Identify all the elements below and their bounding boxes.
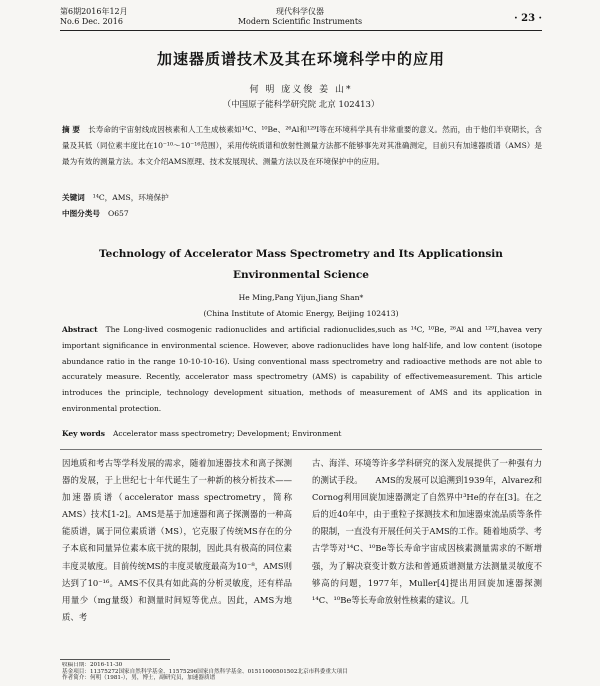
journal-name-en: Modern Scientific Instruments [237, 17, 363, 26]
issue-cn: 第6期2016年12月 [60, 7, 128, 16]
keywords-en-label: Key words [62, 429, 105, 438]
section-rule [60, 449, 542, 450]
classification-cn-label: 中图分类号 [62, 209, 100, 218]
classification-cn [62, 208, 129, 219]
authors-cn: 何 明 庞义俊 姜 山* [249, 85, 353, 95]
title-en: Technology of Accelerator Mass Spectrometry and Its Applicationsin Environmental Science [99, 248, 503, 281]
keywords-cn-label: 关键词 [62, 193, 85, 202]
issue-en: No.6 Dec. 2016 [60, 17, 123, 26]
journal-name [220, 7, 380, 27]
keywords-en-text: Accelerator mass spectrometry; Development; Environment [112, 429, 342, 438]
header-rule [60, 30, 542, 31]
keywords-cn [62, 192, 169, 203]
abstract-cn-label: 摘 要 [62, 125, 81, 134]
footnote: 收稿日期：2016-11-30 基金项目：11375272国家自然科学基金、11575296国家自然科学基金、01511000501502北京市科委重大项目 作者简介：何明（1981-），男，博士，副研究员，加速器质谱 [62, 662, 348, 682]
body-right-column: 古、海洋、环境等许多学科研究的深入发展提供了一种强有力的测试手段。 AMS的发展可以追溯到1939年，Alvarez和Cornog利用回旋加速器测定了自然界中³He的存在[3]。在之后的近40年中，由于重粒子探测技术和加速器束流品质等条件的限制，一直没有开展任何关于AMS的工作。随着地质学、考古学等对¹⁴C、¹⁰Be等长寿命宇宙成因核素测量需求的不断增强，为了解决衰变计数方法和普通质谱测量方法测量灵敏度不够高的问题，1977年，Muller[4]提出用回旋加速器探测¹⁴C、¹⁰Be等长寿命放射性核素的建议。几 [312, 458, 542, 605]
abstract-cn [62, 122, 542, 170]
issue-info [60, 7, 128, 27]
classification-cn-text: O657 [107, 209, 129, 218]
authors-en: He Ming,Pang Yijun,Jiang Shan* [238, 293, 364, 302]
abstract-cn-text: 长寿命的宇宙射线成因核素和人工生成核素如¹⁴C、¹⁰Be、²⁶Al和¹²⁹I等在环境科学具有非常重要的意义。然而，由于他们半衰期长，含量及其低（同位素丰度比在10⁻¹⁰～10⁻¹⁶范围），采用传统质谱和放射性测量方法都不能够事先对其准确测定，目前只有加速器质谱（AMS）是最为有效的测量方法。本文介绍AMS原理、技术发展现状、测量方法以及在环境保护中的应用。 [62, 125, 542, 166]
title-cn: 加速器质谱技术及其在环境科学中的应用 [156, 50, 445, 68]
abstract-en-text: The Long-lived cosmogenic radionuclides and artificial radionuclides,such as ¹⁴C, ¹⁰Be, ²⁶Al and ¹²⁹I,havea very important significance in environmental science. However, above radionuclides have long half-life, and low content (isotope abundance ratio in the range 10-10-10-16). Using conventional mass spectrometry and radioactive methods are not able to accurately measure. Recently, accelerator mass spectrometry (AMS) is capability of effectivemeasurement. This article introduces the principle, technology development situation, methods of measurement of AMS and its application in environmental protection. [62, 325, 542, 413]
affiliation-cn: （中国原子能科学研究院 北京 102413） [222, 100, 380, 110]
keywords-cn-text: ¹⁴C，AMS，环境保护 [92, 193, 169, 202]
body-left-column: 因地质和考古等学科发展的需求，随着加速器技术和离子探测器的发展，于上世纪七十年代诞生了一种新的核分析技术——加速器质谱（accelerator mass spectrometry，简称AMS）技术[1-2]。AMS是基于加速器和离子探测器的一种高能质谱，属于同位素质谱（MS），它克服了传统MS存在的分子本底和同量异位素本底干扰的限制，因此具有极高的同位素丰度灵敏度。目前传统MS的丰度灵敏度最高为10⁻⁸，AMS则达到了10⁻¹⁶。AMS不仅具有如此高的分析灵敏度，还有样品用量少（mg量级）和测量时间短等优点。因此，AMS为地质、考 [62, 458, 292, 622]
affiliation-en: (China Institute of Atomic Energy, Beijing 102413) [203, 309, 399, 318]
abstract-en-label: Abstract [62, 325, 98, 334]
page-number: · 23 · [514, 13, 542, 24]
abstract-en [62, 322, 542, 417]
keywords-en [62, 429, 341, 438]
footnote-rule [60, 659, 170, 660]
journal-name-cn: 现代科学仪器 [276, 7, 324, 16]
